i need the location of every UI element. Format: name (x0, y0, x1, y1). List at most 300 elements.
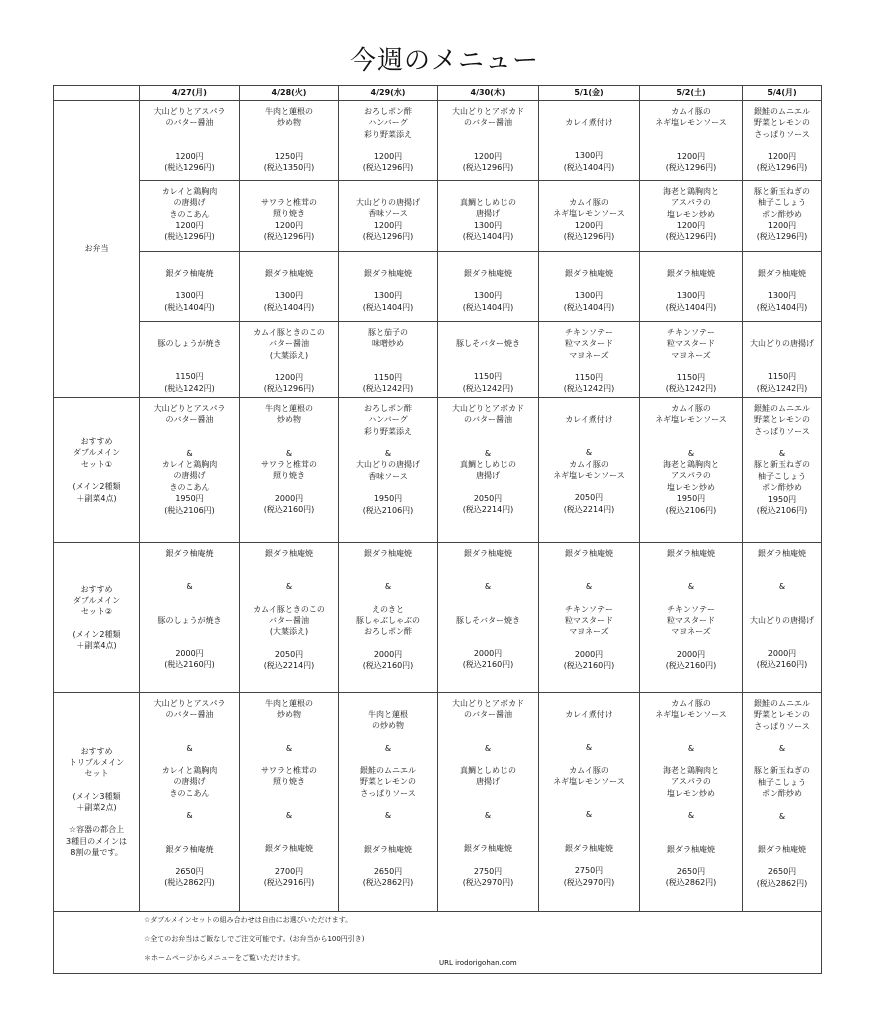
combo-separator: & (778, 811, 786, 821)
dish-line: 牛肉と蓮根 (368, 710, 408, 719)
category-label-line (54, 470, 139, 481)
price-line: (税込2160円) (563, 661, 615, 671)
menu-cell (140, 101, 240, 181)
dish-line (539, 128, 639, 139)
dish-line (438, 626, 538, 637)
dish-line: きのこあん (169, 209, 210, 219)
dish-line (743, 279, 821, 290)
menu-row (54, 398, 822, 543)
combo-separator: & (285, 810, 293, 820)
category-label-line: おすすめ (80, 437, 113, 447)
category-label-line: 8割の量です。 (70, 848, 123, 858)
menu-cell (438, 252, 539, 322)
menu-cell (640, 543, 743, 693)
dish-line (743, 327, 821, 338)
dish-line (539, 731, 639, 742)
dish-line: 香味ソース (368, 209, 408, 219)
dish-line: (大葉添え) (269, 350, 309, 360)
price-line: (税込2214円) (563, 504, 615, 514)
dish-line (640, 754, 742, 765)
dish-line (640, 570, 742, 581)
dish-line: 照り焼き (273, 777, 305, 787)
dish-line: 銀ダラ柚庵焼 (464, 549, 512, 558)
dish-line (140, 799, 239, 810)
price-line: (税込2862円) (362, 878, 414, 888)
dish-line: 豚と新玉ねぎの (754, 460, 810, 470)
dish-line: 大山どりとアスパラ (153, 404, 226, 413)
page-title: 今週のメニュー (349, 46, 539, 76)
price-line: (税込2970円) (462, 877, 514, 887)
price-line: 1300円 (373, 291, 403, 301)
dish-line: 銀ダラ柚庵焼 (667, 844, 715, 854)
dish-line: 唐揚げ (476, 209, 500, 219)
dish-line: きのこあん (169, 788, 210, 798)
dish-line (743, 754, 821, 765)
dish-line: 牛肉と蓮根の (265, 107, 313, 116)
dish-line (640, 799, 742, 810)
dish-line (339, 361, 437, 372)
dish-line: 香味ソース (368, 471, 408, 481)
category-label-line: ☆容器の都合上 (68, 825, 125, 835)
dish-line: おろしポン酢 (364, 404, 412, 413)
dish-line (539, 403, 639, 414)
menu-cell (438, 181, 539, 252)
combo-separator: & (384, 811, 392, 821)
price-line: (税込1242円) (164, 383, 215, 393)
menu-cell (438, 398, 539, 543)
dish-line: 銀ダラ柚庵焼 (464, 844, 512, 854)
dish-line: ハンバーグ (368, 118, 408, 128)
dish-line (339, 570, 437, 581)
dish-line: アスパラの (671, 471, 711, 481)
dish-line: 銀鮭のムニエル (754, 107, 810, 116)
dish-line: 銀ダラ柚庵焼 (758, 269, 806, 278)
dish-line (438, 140, 538, 151)
combo-separator: & (778, 449, 786, 459)
dish-line (140, 129, 239, 140)
dish-line (438, 637, 538, 648)
dish-line (240, 482, 338, 493)
price-line: 1950円 (676, 494, 706, 504)
price-line: 2000円 (473, 649, 503, 659)
dish-line (640, 257, 742, 268)
dish-line (743, 732, 821, 743)
price-line: 2050円 (574, 493, 604, 503)
dish-line (743, 800, 821, 811)
price-line: (税込1404円) (665, 302, 717, 312)
price-line: (税込2970円) (563, 877, 615, 887)
dish-line: 海老と鶏胸肉と (663, 187, 719, 196)
menu-cell (743, 322, 822, 398)
price-line: 1300円 (676, 291, 706, 301)
dish-line (438, 593, 538, 604)
price-line: 1150円 (373, 372, 403, 382)
dish-line: 銀ダラ柚庵焼 (265, 844, 313, 854)
menu-cell (539, 693, 640, 912)
dish-line (539, 139, 639, 150)
dish-line: 柚子こしょう (758, 777, 806, 787)
dish-line: 銀ダラ柚庵焼 (667, 549, 715, 558)
category-label-line: おすすめ (80, 746, 113, 756)
dish-line (240, 186, 338, 197)
category-label-line: トリプルメイン (68, 757, 125, 767)
dish-line (140, 637, 239, 648)
price-line: (税込1296円) (665, 232, 717, 242)
price-line: 2000円 (274, 493, 304, 503)
dish-line: 豚しゃぶしゃぶの (356, 616, 420, 626)
note-line: ☆ダブルメインセットの組み合わせは自由にお選びいただけます。 (144, 916, 353, 924)
price-line: 1950円 (373, 494, 403, 504)
combo-separator: & (687, 743, 695, 753)
dish-line (743, 626, 821, 637)
dish-line (140, 604, 239, 615)
price-line: 2000円 (676, 649, 706, 659)
menu-cell (539, 181, 640, 252)
price-line: 2750円 (473, 866, 503, 876)
dish-line: 唐揚げ (476, 471, 500, 481)
dish-line: 銀ダラ柚庵焼 (758, 549, 806, 558)
price-line: (税込2160円) (756, 660, 808, 670)
menu-cell (339, 322, 438, 398)
menu-cell (140, 543, 240, 693)
price-line: 1200円 (767, 221, 797, 231)
day-header: 5/2(土) (640, 86, 743, 101)
dish-line (640, 426, 742, 437)
dish-line (539, 570, 639, 581)
dish-line (438, 129, 538, 140)
dish-line: バター醤油 (269, 616, 309, 626)
dish-line (339, 140, 437, 151)
price-line: 2650円 (676, 866, 706, 876)
combo-separator: & (285, 743, 293, 753)
dish-line (438, 604, 538, 615)
price-line: (税込1404円) (263, 302, 315, 312)
price-line: (税込1296円) (164, 232, 215, 242)
day-header: 4/27(月) (140, 86, 240, 101)
menu-cell (743, 252, 822, 322)
website-url: URL irodorigohan.com (439, 959, 517, 967)
dish-line: 銀鮭のムニエル (754, 404, 810, 413)
dish-line (743, 855, 821, 866)
dish-line: 銀ダラ柚庵焼 (165, 269, 214, 278)
dish-line (339, 350, 437, 361)
category-label (54, 398, 140, 543)
dish-line: 大山どりとアスパラ (153, 699, 226, 708)
dish-line (438, 279, 538, 290)
dish-line: チキンソテー (667, 328, 715, 337)
dish-line (743, 349, 821, 360)
dish-line (539, 821, 639, 832)
combo-separator: & (778, 582, 786, 592)
price-line: (税込1242円) (665, 384, 717, 394)
price-line: 2000円 (767, 649, 797, 659)
dish-line: バター醤油 (269, 339, 309, 349)
price-line: 2000円 (574, 649, 604, 659)
dish-line: 牛肉と蓮根の (265, 404, 313, 413)
dish-line: の唐揚げ (173, 471, 206, 481)
price-line: 1300円 (274, 291, 304, 301)
menu-cell (539, 101, 640, 181)
dish-line: のバター醤油 (165, 118, 214, 128)
dish-line: ネギ塩レモンソース (553, 777, 625, 787)
dish-line (339, 279, 437, 290)
price-line: 1200円 (274, 220, 304, 230)
dish-line: 銀ダラ柚庵焼 (265, 269, 313, 278)
dish-line: カムイ豚の (671, 699, 711, 708)
combo-separator: & (585, 448, 593, 458)
price-line: 2000円 (175, 649, 204, 659)
dish-line (640, 732, 742, 743)
price-line: 1200円 (473, 151, 503, 161)
category-label-line: おすすめ (80, 584, 113, 594)
price-line: (税込2214円) (263, 661, 315, 671)
dish-line: 柚子こしょう (758, 471, 806, 481)
dish-line (640, 279, 742, 290)
menu-cell (240, 322, 339, 398)
day-header: 4/29(水) (339, 86, 438, 101)
price-line: (税込2106円) (756, 505, 808, 515)
note-line: ☆全てのお弁当はご飯なしでご注文可能です。(お弁当から100円引き) (144, 935, 365, 943)
dish-line: 彩り野菜添え (364, 426, 412, 436)
combo-separator: & (778, 744, 786, 754)
note-line: ＊ホームページからメニューをご覧いただけます。 (144, 954, 305, 962)
dish-line (743, 822, 821, 833)
dish-line: 豚と新玉ねぎの (754, 187, 810, 196)
dish-line (240, 570, 338, 581)
dish-line: ネギ塩レモンソース (655, 415, 727, 425)
dish-line: ポン酢炒め (762, 209, 802, 219)
dish-line (438, 754, 538, 765)
day-header: 4/28(火) (240, 86, 339, 101)
dish-line (539, 698, 639, 709)
dish-line (640, 593, 742, 604)
combo-separator: & (384, 743, 392, 753)
menu-cell (240, 398, 339, 543)
price-line: (税込1296円) (756, 232, 808, 242)
dish-line: 大山どりの唐揚げ (356, 460, 420, 470)
combo-separator: & (186, 743, 193, 753)
menu-row (54, 322, 822, 398)
dish-line (539, 754, 639, 765)
dish-line (438, 327, 538, 338)
price-line: (税込1296円) (563, 232, 615, 242)
dish-line (539, 854, 639, 865)
combo-separator: & (186, 811, 193, 821)
dish-line: ネギ塩レモンソース (655, 710, 727, 720)
menu-cell (438, 101, 539, 181)
dish-line (743, 604, 821, 615)
menu-row (54, 252, 822, 322)
menu-row (54, 543, 822, 693)
price-line: 2650円 (767, 867, 797, 877)
dish-line (438, 570, 538, 581)
price-line: 2650円 (373, 866, 403, 876)
category-label-line: セット (84, 769, 109, 779)
dish-line (240, 279, 338, 290)
combo-separator: & (384, 582, 392, 592)
price-line: 2050円 (473, 493, 503, 503)
combo-separator: & (585, 582, 593, 592)
dish-line (240, 799, 338, 810)
dish-line (438, 559, 538, 570)
dish-line (339, 257, 437, 268)
dish-line (339, 559, 437, 570)
dish-line (240, 638, 338, 649)
dish-line (743, 593, 821, 604)
dish-line (140, 833, 239, 844)
dish-line: 大山どりとアスパラ (153, 107, 226, 116)
menu-cell (640, 322, 743, 398)
combo-separator: & (484, 448, 492, 458)
dish-line: 真鯛としめじの (460, 198, 516, 207)
price-line: 1300円 (473, 220, 503, 230)
dish-line: 大山どりの唐揚げ (750, 339, 814, 348)
price-line: (税込1296円) (362, 163, 414, 173)
combo-separator: & (687, 448, 695, 458)
menu-cell (640, 181, 743, 252)
dish-line (339, 855, 437, 866)
menu-cell (743, 398, 822, 543)
price-line: (税込1242円) (462, 383, 514, 393)
price-line: (税込2916円) (263, 877, 315, 887)
dish-line (539, 638, 639, 649)
dish-line (240, 788, 338, 799)
dish-line: 銀ダラ柚庵焼 (364, 549, 412, 558)
price-line: (税込2160円) (462, 660, 514, 670)
menu-cell (339, 252, 438, 322)
weekly-menu-table (53, 85, 822, 974)
dish-line (140, 822, 239, 833)
price-line: 1300円 (767, 291, 797, 301)
dish-line: 炒め物 (277, 415, 301, 425)
price-line: 1200円 (274, 373, 304, 383)
dish-line: マヨネーズ (671, 627, 711, 637)
price-line: (税込2160円) (164, 660, 215, 670)
menu-cell (140, 398, 240, 543)
dish-line: 豚しそバター焼き (456, 615, 520, 625)
price-line: 1150円 (574, 373, 604, 383)
price-line: 1300円 (175, 291, 204, 301)
dish-line (240, 426, 338, 437)
dish-line (743, 140, 821, 151)
menu-cell (339, 398, 438, 543)
dish-line: カムイ豚の (671, 107, 711, 116)
dish-line: 粒マスタード (565, 339, 613, 349)
dish-line: 大山どりの唐揚げ (750, 615, 814, 625)
dish-line (539, 787, 639, 798)
dish-line (140, 754, 239, 765)
menu-cell (743, 693, 822, 912)
dish-line: 唐揚げ (476, 777, 500, 787)
category-label-line: (メイン3種類 (72, 791, 121, 801)
dish-line: の唐揚げ (173, 777, 206, 787)
dish-line (140, 732, 239, 743)
price-line: 1200円 (175, 221, 204, 231)
dish-line: 銀ダラ柚庵焼 (165, 549, 214, 558)
dish-line: カムイ豚ときのこの (253, 604, 325, 614)
dish-line: 銀ダラ柚庵焼 (667, 269, 715, 278)
dish-line: 海老と鶏胸肉と (663, 766, 719, 776)
category-label-line: (メイン2種類 (72, 629, 121, 639)
dish-line: チキンソテー (565, 328, 613, 337)
dish-line: ネギ塩レモンソース (553, 209, 625, 219)
dish-line (539, 257, 639, 268)
dish-line: チキンソテー (565, 604, 613, 614)
price-line: (税込1242円) (563, 384, 615, 394)
price-line: 2000円 (373, 649, 403, 659)
dish-line (140, 279, 239, 290)
dish-line: 銀ダラ柚庵焼 (758, 844, 806, 854)
dish-line: カレイと鶏胸肉 (161, 460, 218, 470)
dish-line (140, 559, 239, 570)
dish-line (539, 720, 639, 731)
notes-cell (54, 912, 822, 974)
dish-line: 大山どりとアボカド (452, 699, 524, 708)
dish-line (140, 257, 239, 268)
menu-cell (339, 693, 438, 912)
dish-line (640, 129, 742, 140)
dish-line (240, 361, 338, 372)
dish-line: 野菜とレモンの (360, 777, 416, 787)
dish-line: の唐揚げ (173, 198, 206, 208)
dish-line: えのきと (372, 604, 404, 614)
dish-line: 真鯛としめじの (460, 460, 516, 470)
dish-line: マヨネーズ (569, 350, 609, 360)
dish-line (539, 186, 639, 197)
dish-line: カレイ煮付け (565, 415, 613, 424)
menu-cell (539, 252, 640, 322)
price-line: 1300円 (574, 291, 604, 301)
dish-line: のバター醤油 (464, 118, 512, 128)
price-line: 1200円 (676, 221, 706, 231)
dish-line (339, 833, 437, 844)
price-line: (税込2106円) (665, 505, 717, 515)
dish-line: 銀ダラ柚庵焼 (165, 844, 214, 854)
price-line: (税込1404円) (362, 302, 414, 312)
dish-line: アスパラの (671, 198, 711, 208)
day-header: 5/1(金) (539, 86, 640, 101)
menu-cell (640, 398, 743, 543)
menu-cell (339, 101, 438, 181)
dish-line (539, 559, 639, 570)
price-line: (税込1404円) (563, 302, 615, 312)
dish-line: きのこあん (169, 482, 210, 492)
dish-line (640, 833, 742, 844)
price-line: (税込2160円) (665, 661, 717, 671)
dish-line: ハンバーグ (368, 415, 408, 425)
dish-line (240, 855, 338, 866)
dish-line: 味噌炒め (372, 339, 404, 349)
price-line: (税込1404円) (164, 302, 215, 312)
dish-line: サワラと椎茸の (261, 198, 317, 207)
menu-cell (539, 398, 640, 543)
dish-line (240, 140, 338, 151)
price-line: (税込1242円) (362, 384, 414, 394)
price-line: (税込1296円) (665, 163, 717, 173)
dish-line: 粒マスタード (667, 339, 715, 349)
price-line: 1200円 (574, 220, 604, 230)
dish-line: 照り焼き (273, 209, 305, 219)
dish-line: カレイと鶏胸肉 (161, 766, 218, 776)
dish-line: 豚のしょうが焼き (157, 615, 222, 625)
dish-line (240, 821, 338, 832)
dish-line (539, 361, 639, 372)
dish-line: サワラと椎茸の (261, 460, 317, 470)
dish-line: カレイと鶏胸肉 (161, 187, 218, 196)
dish-line (640, 437, 742, 448)
dish-line: 銀ダラ柚庵焼 (565, 549, 613, 558)
dish-line (743, 637, 821, 648)
